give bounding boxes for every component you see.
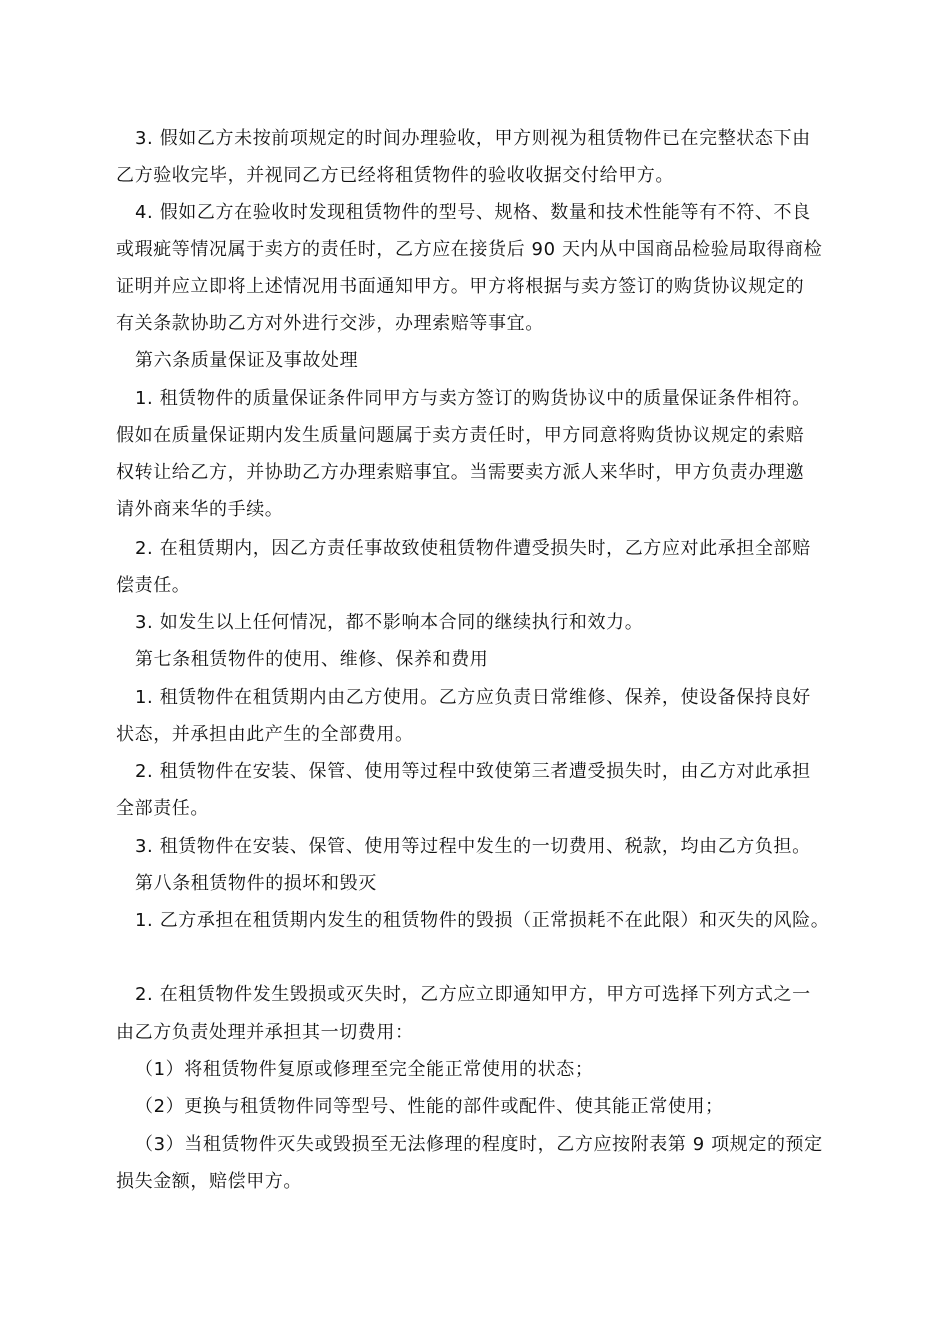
- paragraph-line: 由乙方负责处理并承担其一切费用：: [116, 1022, 414, 1043]
- paragraph-line: 状态，并承担由此产生的全部费用。: [116, 724, 414, 745]
- paragraph-line: 权转让给乙方，并协助乙方办理索赔事宜。当需要卖方派人来华时，甲方负责办理邀: [116, 462, 805, 483]
- paragraph-line: 偿责任。: [116, 575, 191, 596]
- section-heading: 第七条租赁物件的使用、维修、保养和费用: [135, 649, 489, 670]
- paragraph-line: 4. 假如乙方在验收时发现租赁物件的型号、规格、数量和技术性能等有不符、不良: [135, 202, 811, 223]
- paragraph-line: 2. 在租赁期内，因乙方责任事故致使租赁物件遭受损失时，乙方应对此承担全部赔: [135, 538, 811, 559]
- paragraph-line: 2. 租赁物件在安装、保管、使用等过程中致使第三者遭受损失时，由乙方对此承担: [135, 761, 811, 782]
- paragraph-line: 3. 如发生以上任何情况，都不影响本合同的继续执行和效力。: [135, 612, 644, 633]
- paragraph-line: 证明并应立即将上述情况用书面通知甲方。甲方将根据与卖方签订的购货协议规定的: [116, 276, 805, 297]
- paragraph-line: 2. 在租赁物件发生毁损或灭失时，乙方应立即通知甲方，甲方可选择下列方式之一: [135, 984, 811, 1005]
- section-heading: 第六条质量保证及事故处理: [135, 350, 359, 371]
- paragraph-line: 3. 租赁物件在安装、保管、使用等过程中发生的一切费用、税款，均由乙方负担。: [135, 836, 811, 857]
- paragraph-line: 1. 乙方承担在租赁期内发生的租赁物件的毁损（正常损耗不在此限）和灭失的风险。: [135, 910, 830, 931]
- paragraph-line: 全部责任。: [116, 798, 209, 819]
- list-item: （1）将租赁物件复原或修理至完全能正常使用的状态；: [135, 1059, 594, 1080]
- paragraph-line: 1. 租赁物件在租赁期内由乙方使用。乙方应负责日常维修、保养，使设备保持良好: [135, 687, 811, 708]
- paragraph-line: 或瑕疵等情况属于卖方的责任时，乙方应在接货后 90 天内从中国商品检验局取得商检: [116, 239, 823, 260]
- list-item: （2）更换与租赁物件同等型号、性能的部件或配件、使其能正常使用；: [135, 1096, 724, 1117]
- paragraph-line: 3. 假如乙方未按前项规定的时间办理验收，甲方则视为租赁物件已在完整状态下由: [135, 128, 811, 149]
- paragraph-line: 损失金额，赔偿甲方。: [116, 1171, 302, 1192]
- paragraph-line: 乙方验收完毕，并视同乙方已经将租赁物件的验收收据交付给甲方。: [116, 165, 674, 186]
- list-item: （3）当租赁物件灭失或毁损至无法修理的程度时，乙方应按附表第 9 项规定的预定: [135, 1134, 823, 1155]
- paragraph-line: 有关条款协助乙方对外进行交涉，办理索赔等事宜。: [116, 313, 544, 334]
- paragraph-line: 假如在质量保证期内发生质量问题属于卖方责任时，甲方同意将购货协议规定的索赔: [116, 425, 805, 446]
- section-heading: 第八条租赁物件的损坏和毁灭: [135, 873, 377, 894]
- paragraph-line: 1. 租赁物件的质量保证条件同甲方与卖方签订的购货协议中的质量保证条件相符。: [135, 388, 811, 409]
- paragraph-line: 请外商来华的手续。: [116, 499, 284, 520]
